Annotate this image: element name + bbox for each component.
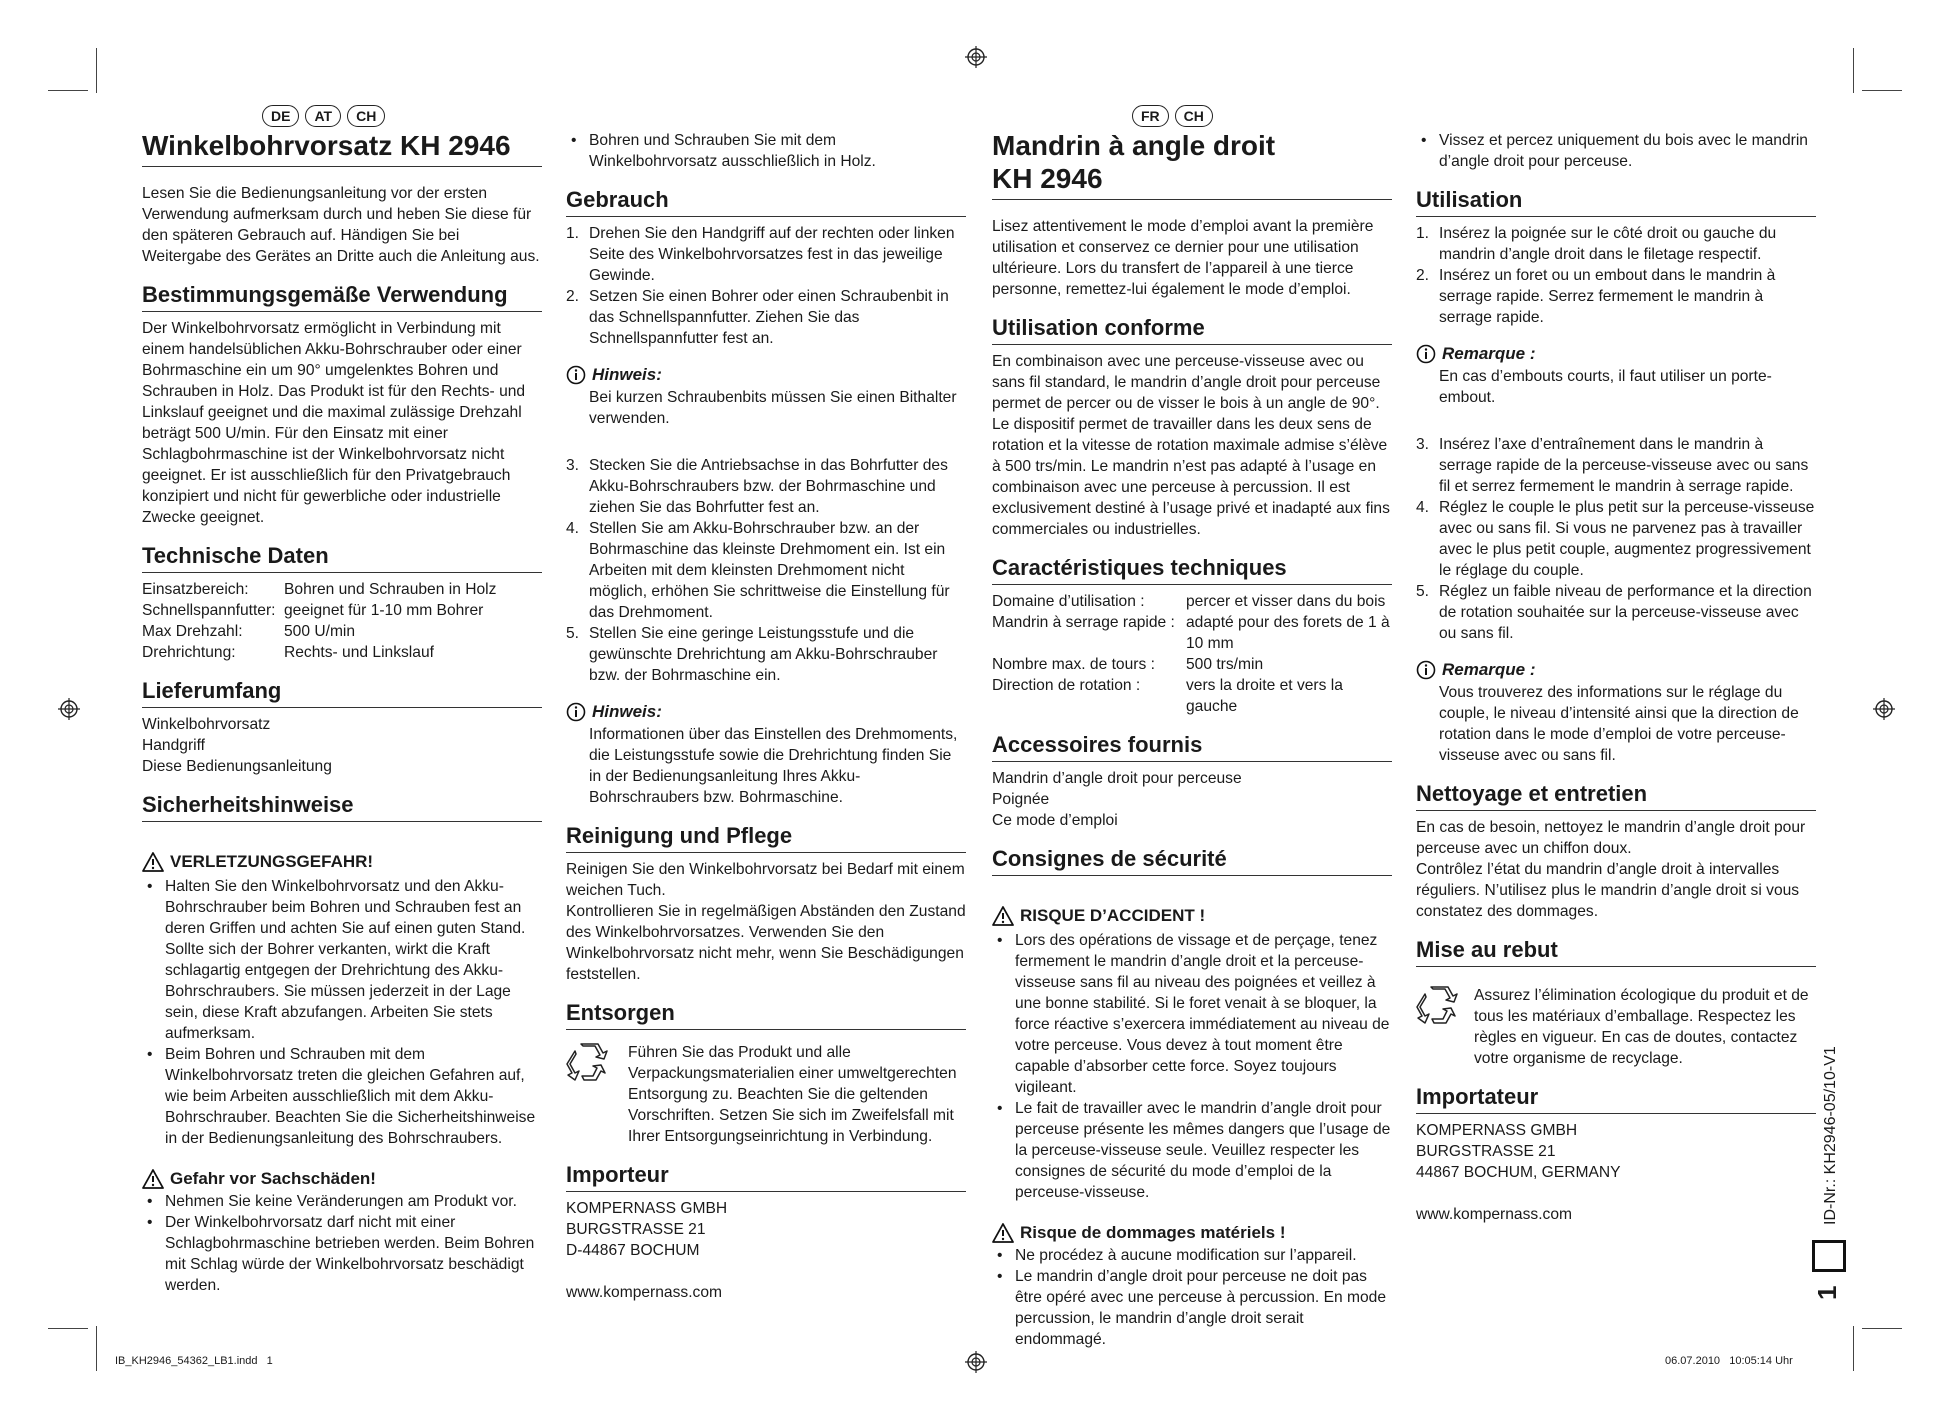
hint-label: Remarque : [1442, 660, 1536, 679]
list-item: • Nehmen Sie keine Veränderungen am Produkt vor. [142, 1191, 542, 1212]
dispose-block [1416, 985, 1816, 1069]
list-item: • Vissez et percez uniquement du bois avec le mandrin d’angle droit pour perceuse. [1416, 130, 1816, 172]
list-item: Diese Bedienungsanleitung [142, 758, 332, 775]
list-item [566, 623, 966, 686]
clean-text: Reinigen Sie den Winkelbohrvorsatz bei Bedarf mit einem weichen Tuch. [566, 861, 965, 899]
step-text: Setzen Sie einen Bohrer oder einen Schraubenbit in das Schnellspannfutter. Ziehen Sie das Schnellspannfutter fest an. [589, 288, 949, 347]
page-title [992, 129, 1392, 200]
section-heading: Lieferumfang [142, 677, 542, 708]
section-heading: Consignes de sécurité [992, 845, 1392, 876]
hint-text: Vous trouverez des informations sur le réglage du couple, le niveau d’intensité ainsi que la direction de rotation dans le mode d’emploi de votre perceuse-visseuse avec ou sans fil. [1439, 684, 1799, 764]
page-number-box [1812, 1240, 1846, 1272]
tech-key: Max Drehzahl: [142, 623, 243, 640]
tech-value: geeignet für 1-10 mm Bohrer [284, 602, 484, 619]
tech-value: percer et visser dans du bois [1186, 593, 1386, 610]
list-item: • Le mandrin d’angle droit pour perceuse ne doit pas être opéré avec une perceuse à percussion. En mode percussion, le mandrin d’angle droit serait endommagé. [992, 1266, 1392, 1350]
hint-heading [566, 363, 966, 387]
warning-label: Gefahr vor Sachschäden! [170, 1169, 376, 1188]
dispose-text: Führen Sie das Produkt und alle Verpackungsmaterialien einer umweltgerechten Entsorgung zu. Beachten Sie die geltenden Vorschriften. Setzen Sie sich im Zweifelsfall mit Ihrer Entsorgungseinrichtung in Verbindung. [628, 1044, 957, 1145]
language-badge: CH [347, 105, 385, 127]
clean-text: Kontrollieren Sie in regelmäßigen Abständen den Zustand des Winkelbohrvorsatzes. Verwenden Sie den Winkelbohrvorsatz nicht mehr, wenn Sie Beschädigungen feststellen. [566, 903, 966, 983]
section-heading: Gebrauch [566, 186, 966, 217]
dispose-block [566, 1042, 966, 1147]
intro-text: Lesen Sie die Bedienungsanleitung vor der ersten Verwendung aufmerksam durch und heben Sie diese für den späteren Gebrauch auf. Händigen Sie bei Weitergabe des Gerätes an Dritte auch die Anleitung aus. [142, 185, 540, 265]
footer-timestamp: 06.07.2010 10:05:14 Uhr [1665, 1355, 1793, 1367]
tech-value: vers la droite et vers la gauche [1186, 677, 1343, 715]
numbered-list [566, 223, 966, 349]
numbered-list [566, 455, 966, 686]
section-heading: Reinigung und Pflege [566, 822, 966, 853]
step-text: Insérez la poignée sur le côté droit ou gauche du mandrin d’angle droit dans le filetage respectif. [1439, 225, 1777, 263]
bullet-list [142, 1191, 542, 1296]
crop-mark [96, 48, 97, 93]
warning-triangle-icon [992, 1223, 1014, 1243]
step-number: 2. [566, 288, 580, 305]
recycling-icon [566, 1042, 612, 1084]
list-item [1416, 434, 1816, 497]
hint-label: Remarque : [1442, 344, 1536, 363]
warning-heading [992, 1221, 1392, 1245]
crop-mark [1853, 1326, 1854, 1371]
list-item [1416, 223, 1816, 265]
address-line: D-44867 BOCHUM [566, 1242, 700, 1259]
info-icon [1416, 660, 1436, 680]
section-heading: Technische Daten [142, 542, 542, 573]
section-heading: Importeur [566, 1161, 966, 1192]
list-item: Winkelbohrvorsatz [142, 716, 271, 733]
bullet-list [142, 876, 542, 1149]
crop-mark [48, 90, 88, 91]
tech-key: Mandrin à serrage rapide : [992, 614, 1175, 631]
language-badge: AT [305, 105, 341, 127]
bullet-list [566, 130, 966, 172]
hint-label: Hinweis: [592, 702, 662, 721]
list-item [566, 286, 966, 349]
tech-value: 500 trs/min [1186, 656, 1264, 673]
list-item: • Halten Sie den Winkelbohrvorsatz und den Akku-Bohrschrauber beim Bohren und Schrauben fest an deren Griffen und achten Sie auf einen guten Stand. Sollte sich der Bohrer verkanten, wirkt die Kraft schlagartig entgegen der Drehrichtung des Akku-Bohrschraubers. Sie müssen jederzeit in der Lage sein, diese Kraft abzufangen. Arbeiten Sie stets aufmerksam. [142, 876, 542, 1044]
address-line: 44867 BOCHUM, GERMANY [1416, 1164, 1621, 1181]
tech-value: Bohren und Schrauben in Holz [284, 581, 497, 598]
step-text: Drehen Sie den Handgriff auf der rechten oder linken Seite des Winkelbohrvorsatzes fest in das jeweilige Gewinde. [589, 225, 955, 284]
hint-label: Hinweis: [592, 365, 662, 384]
step-number: 2. [1416, 267, 1430, 284]
list-item: • Le fait de travailler avec le mandrin d’angle droit pour perceuse présente les mêmes dangers que l’usage de la perceuse-visseuse seule. Veuillez respecter les consignes de sécurité du mode d’emploi de la perceuse-visseuse. [992, 1098, 1392, 1203]
step-number: 1. [566, 225, 580, 242]
list-item [566, 455, 966, 518]
step-number: 4. [1416, 499, 1430, 516]
page-number: 1 [1812, 1285, 1842, 1300]
crop-mark [1862, 1328, 1902, 1329]
step-text: Réglez le couple le plus petit sur la perceuse-visseuse avec ou sans fil. Si vous ne parvenez pas à travailler avec le plus petit couple, augmentez progressivement le réglage du couple. [1439, 499, 1815, 579]
dispose-text: Assurez l’élimination écologique du produit et de tous les matériaux d’emballage. Respectez les règles en vigueur. En cas de doutes, contactez votre organisme de recyclage. [1474, 987, 1809, 1067]
list-item [1416, 265, 1816, 328]
section-heading: Importateur [1416, 1083, 1816, 1114]
section-heading: Accessoires fournis [992, 731, 1392, 762]
warning-label: RISQUE D’ACCIDENT ! [1020, 906, 1206, 925]
numbered-list [1416, 223, 1816, 328]
numbered-list [1416, 434, 1816, 644]
language-badge: DE [262, 105, 299, 127]
language-badge: FR [1132, 105, 1169, 127]
section-heading: Mise au rebut [1416, 936, 1816, 967]
hint-heading [566, 700, 966, 724]
bullet-list [992, 1245, 1392, 1350]
list-item: • Der Winkelbohrvorsatz darf nicht mit einer Schlagbohrmaschine betrieben werden. Beim Bohren mit Schlag würde der Winkelbohrvorsatz beschädigt werden. [142, 1212, 542, 1296]
hint-text: En cas d’embouts courts, il faut utiliser un porte-embout. [1439, 368, 1772, 406]
section-heading: Entsorgen [566, 999, 966, 1030]
step-number: 5. [1416, 583, 1430, 600]
hint-heading [1416, 342, 1816, 366]
tech-key: Direction de rotation : [992, 677, 1141, 694]
address-line: KOMPERNASS GMBH [566, 1200, 728, 1217]
tech-key: Nombre max. de tours : [992, 656, 1155, 673]
list-item: • Beim Bohren und Schrauben mit dem Winkelbohrvorsatz treten die gleichen Gefahren auf, wie beim Arbeiten ausschließlich mit dem Akku-Bohrschrauber. Beachten Sie die Sicherheitshinweise in der Bedienungsanleitung des Bohrschraubers. [142, 1044, 542, 1149]
title-line: Mandrin à angle droit [992, 130, 1276, 161]
hint-text: Bei kurzen Schraubenbits müssen Sie einen Bithalter verwenden. [589, 389, 957, 427]
step-text: Insérez un foret ou un embout dans le mandrin à serrage rapide. Serrez fermement le mandrin à serrage rapide. [1439, 267, 1776, 326]
use-text: Der Winkelbohrvorsatz ermöglicht in Verbindung mit einem handelsüblichen Akku-Bohrschrauber oder einer Bohrmaschine ein um 90° umgelenktes Bohren und Schrauben in Holz. Das Produkt ist für den Rechts- und Linkslauf geeignet und die maximal zulässige Drehzahl beträgt 500 U/min. Für den Einsatz mit einer Schlagbohrmaschine ist der Winkelbohrvorsatz nicht geeignet. Er ist ausschließlich für den Privatgebrauch konzipiert und nicht für gewerbliche oder industrielle Zwecke geeignet. [142, 320, 526, 526]
step-text: Stecken Sie die Antriebsachse in das Bohrfutter des Akku-Bohrschraubers bzw. der Bohrmaschine und ziehen Sie das Bohrfutter fest an. [589, 457, 948, 516]
section-heading: Caractéristiques techniques [992, 554, 1392, 585]
document-id: ID-Nr.: KH2946-05/10-V1 [1822, 1046, 1839, 1225]
tech-value: 500 U/min [284, 623, 356, 640]
column-de-2 [566, 130, 966, 1303]
use-text: En combinaison avec une perceuse-visseuse avec ou sans fil standard, le mandrin d’angle droit pour perceuse permet de percer ou de visser le bois à un angle de 90°. Le dispositif permet de travailler dans les deux sens de rotation et la vitesse de rotation maximale admise s’élève à 500 trs/min. Le mandrin n’est pas adapté à l’usage en combinaison avec une perceuse à percussion. Il est exclusivement destiné à l’usage privé et inadapté aux fins commerciales ou industrielles. [992, 353, 1390, 538]
warning-triangle-icon [992, 906, 1014, 926]
step-text: Insérez l’axe d’entraînement dans le mandrin à serrage rapide de la perceuse-visseuse avec ou sans fil et serrez fermement le mandrin à serrage rapide. [1439, 436, 1809, 495]
step-number: 5. [566, 625, 580, 642]
footer-filename: IB_KH2946_54362_LB1.indd 1 [115, 1355, 273, 1367]
step-text: Réglez un faible niveau de performance et la direction de rotation souhaitée sur la perceuse-visseuse avec ou sans fil. [1439, 583, 1812, 642]
language-badge: CH [1175, 105, 1213, 127]
list-item [1416, 497, 1816, 581]
column-fr-2 [1416, 130, 1816, 1225]
warning-triangle-icon [142, 1169, 164, 1189]
language-badges [1132, 105, 1392, 127]
warning-heading [142, 1167, 542, 1191]
hint-text: Informationen über das Einstellen des Drehmoments, die Leistungsstufe sowie die Drehrichtung finden Sie in der Bedienungsanleitung Ihres Akku-Bohrschraubers bzw. Bohrmaschine. [589, 726, 958, 806]
list-item: Mandrin d’angle droit pour perceuse [992, 770, 1242, 787]
warning-label: VERLETZUNGSGEFAHR! [170, 852, 374, 871]
intro-text: Lisez attentivement le mode d’emploi avant la première utilisation et conservez ce dernier pour une utilisation ultérieure. Lors du transfert de l’appareil à une tierce personne, remettez-lui également le mode d’emploi. [992, 218, 1374, 298]
info-icon [566, 702, 586, 722]
warning-heading [992, 904, 1392, 928]
crop-mark [96, 1326, 97, 1371]
website-link[interactable]: www.kompernass.com [1416, 1206, 1572, 1223]
website-link[interactable]: www.kompernass.com [566, 1284, 722, 1301]
tech-key: Drehrichtung: [142, 644, 236, 661]
bullet-list [992, 930, 1392, 1203]
tech-key: Einsatzbereich: [142, 581, 249, 598]
list-item: Poignée [992, 791, 1050, 808]
language-badges [262, 105, 542, 127]
registration-mark-icon [965, 46, 987, 73]
tech-value: Rechts- und Linkslauf [284, 644, 434, 661]
list-item [1416, 581, 1816, 644]
registration-mark-icon [58, 698, 80, 725]
list-item [566, 518, 966, 623]
list-item: • Bohren und Schrauben Sie mit dem Winkelbohrvorsatz ausschließlich in Holz. [566, 130, 966, 172]
info-icon [566, 365, 586, 385]
list-item: Handgriff [142, 737, 205, 754]
title-line: KH 2946 [992, 163, 1103, 194]
column-fr-1 [992, 105, 1392, 1350]
column-de-1 [142, 105, 542, 1296]
warning-label: Risque de dommages matériels ! [1020, 1223, 1286, 1242]
step-text: Stellen Sie am Akku-Bohrschrauber bzw. an der Bohrmaschine das kleinste Drehmoment ein. Ist ein Arbeiten mit dem kleinsten Drehmoment nicht möglich, erhöhen Sie schrittweise die Einstellung für das Drehmoment. [589, 520, 950, 621]
section-heading: Sicherheitshinweise [142, 791, 542, 822]
step-text: Stellen Sie eine geringe Leistungsstufe und die gewünschte Drehrichtung am Akku-Bohrschrauber bzw. der Bohrmaschine ein. [589, 625, 938, 684]
list-item: • Lors des opérations de vissage et de perçage, tenez fermement le mandrin d’angle droit et la perceuse-visseuse sans fil au niveau des poignées et veillez à une bonne stabilité. Si le foret venait à se bloquer, la force réactive s’exercera immédiatement au niveau de votre perceuse. Vous devez à tout moment être capable d’absorber cette force. Soyez toujours vigileant. [992, 930, 1392, 1098]
section-heading: Bestimmungsgemäße Verwendung [142, 281, 542, 312]
info-icon [1416, 344, 1436, 364]
hint-heading [1416, 658, 1816, 682]
clean-text: En cas de besoin, nettoyez le mandrin d’angle droit pour perceuse avec un chiffon doux. [1416, 819, 1806, 857]
step-number: 4. [566, 520, 580, 537]
page-title: Winkelbohrvorsatz KH 2946 [142, 129, 542, 167]
section-heading: Utilisation conforme [992, 314, 1392, 345]
tech-table [992, 591, 1392, 717]
clean-text: Contrôlez l’état du mandrin d’angle droit à intervalles réguliers. N’utilisez plus le mandrin d’angle droit si vous constatez des dommages. [1416, 861, 1800, 920]
section-heading: Utilisation [1416, 186, 1816, 217]
warning-heading [142, 850, 542, 874]
address-line: BURGSTRASSE 21 [566, 1221, 706, 1238]
crop-mark [1862, 90, 1902, 91]
address-line: BURGSTRASSE 21 [1416, 1143, 1556, 1160]
crop-mark [48, 1328, 88, 1329]
address-line: KOMPERNASS GMBH [1416, 1122, 1578, 1139]
step-number: 1. [1416, 225, 1430, 242]
crop-mark [1853, 48, 1854, 93]
bullet-list [1416, 130, 1816, 172]
section-heading: Nettoyage et entretien [1416, 780, 1816, 811]
step-number: 3. [1416, 436, 1430, 453]
recycling-icon [1416, 985, 1462, 1027]
tech-table [142, 579, 542, 663]
tech-key: Schnellspannfutter: [142, 602, 276, 619]
tech-value: adapté pour des forets de 1 à 10 mm [1186, 614, 1390, 652]
warning-triangle-icon [142, 852, 164, 872]
list-item [566, 223, 966, 286]
tech-key: Domaine d’utilisation : [992, 593, 1145, 610]
registration-mark-icon [965, 1351, 987, 1378]
list-item: • Ne procédez à aucune modification sur l’appareil. [992, 1245, 1392, 1266]
step-number: 3. [566, 457, 580, 474]
registration-mark-icon [1873, 698, 1895, 725]
list-item: Ce mode d’emploi [992, 812, 1118, 829]
